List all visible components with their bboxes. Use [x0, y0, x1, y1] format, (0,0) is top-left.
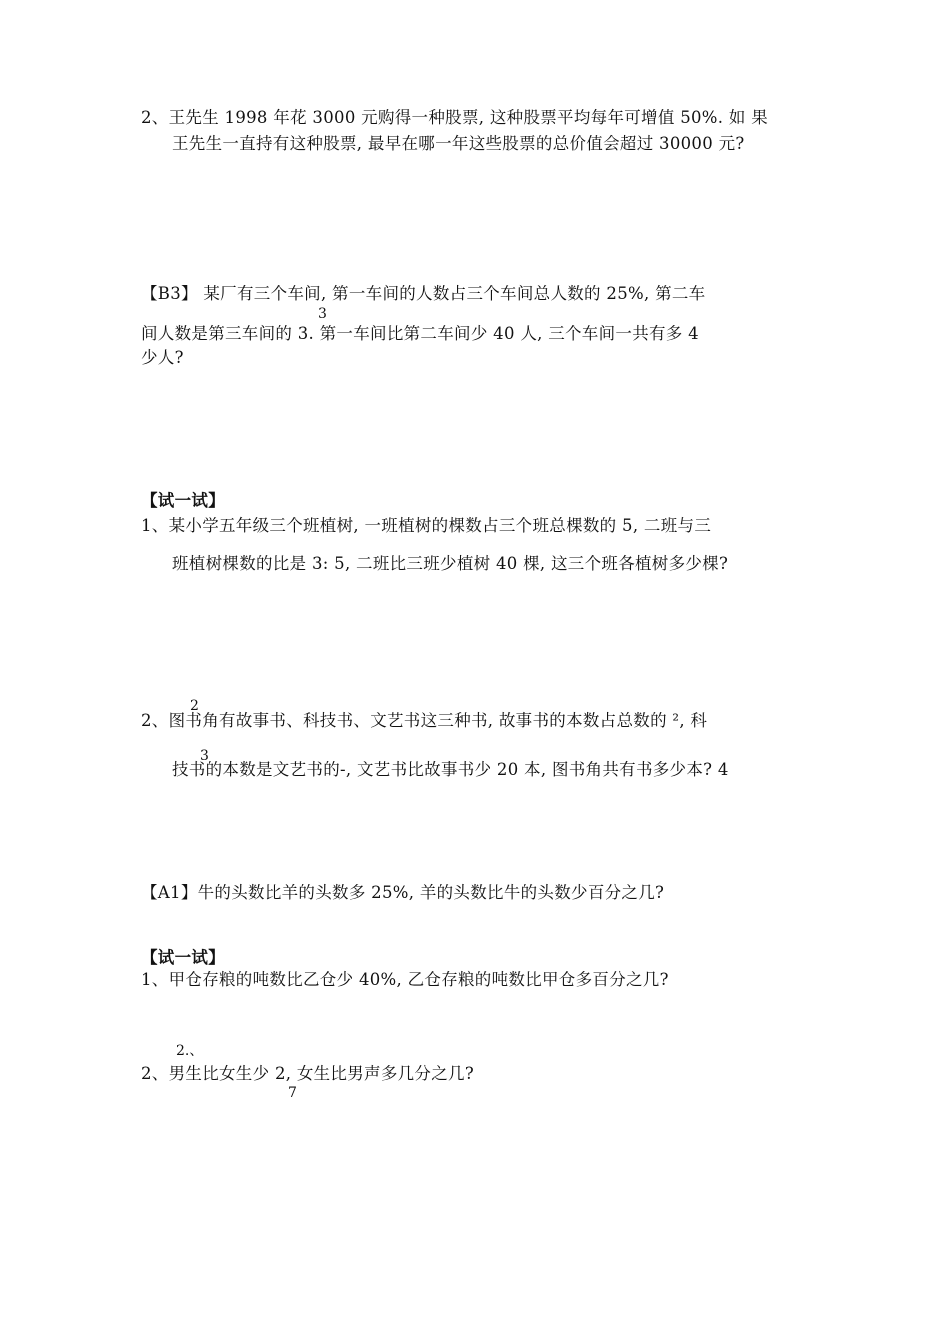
try2-q1: 1、甲仓存粮的吨数比乙仓少 40%, 乙仓存粮的吨数比甲仓多百分之几?	[141, 970, 669, 989]
try-it-heading-1: 【试一试】	[141, 491, 225, 510]
try1-q2-superscript-1: 2	[190, 698, 199, 714]
b3-line-3: 少人?	[141, 348, 184, 367]
b3-line-1: 【B3】 某厂有三个车间, 第一车间的人数占三个车间总人数的 25%, 第二车	[141, 284, 706, 303]
b3-line-2: 间人数是第三车间的 3. 第一车间比第二车间少 40 人, 三个车间一共有多 4	[141, 324, 699, 343]
b3-fraction-numerator: 3	[318, 306, 327, 322]
try2-q2-denominator: 7	[288, 1085, 297, 1101]
try1-q2-line-1: 2、图书角有故事书、科技书、文艺书这三种书, 故事书的本数占总数的 ², 科	[141, 711, 708, 730]
try1-q1-line-1: 1、某小学五年级三个班植树, 一班植树的棵数占三个班总棵数的 5, 二班与三	[141, 516, 712, 535]
try1-q1-line-2: 班植树棵数的比是 3: 5, 二班比三班少植树 40 棵, 这三个班各植树多少棵?	[172, 554, 729, 573]
try-it-heading-2: 【试一试】	[141, 948, 225, 967]
try2-q2: 2、男生比女生少 2, 女生比男声多几分之几?	[141, 1064, 474, 1083]
a1-line-1: 【A1】牛的头数比羊的头数多 25%, 羊的头数比牛的头数少百分之几?	[141, 883, 665, 902]
try1-q2-superscript-2: 3	[200, 748, 209, 764]
try2-q2-superscript: 2.、	[176, 1043, 204, 1059]
problem-2-line-1: 2、王先生 1998 年花 3000 元购得一种股票, 这种股票平均每年可增值 50%. 如 果	[141, 108, 769, 127]
problem-2-line-2: 王先生一直持有这种股票, 最早在哪一年这些股票的总价值会超过 30000 元?	[172, 134, 745, 153]
try1-q2-line-2: 技书的本数是文艺书的-, 文艺书比故事书少 20 本, 图书角共有书多少本? 4	[172, 760, 729, 779]
